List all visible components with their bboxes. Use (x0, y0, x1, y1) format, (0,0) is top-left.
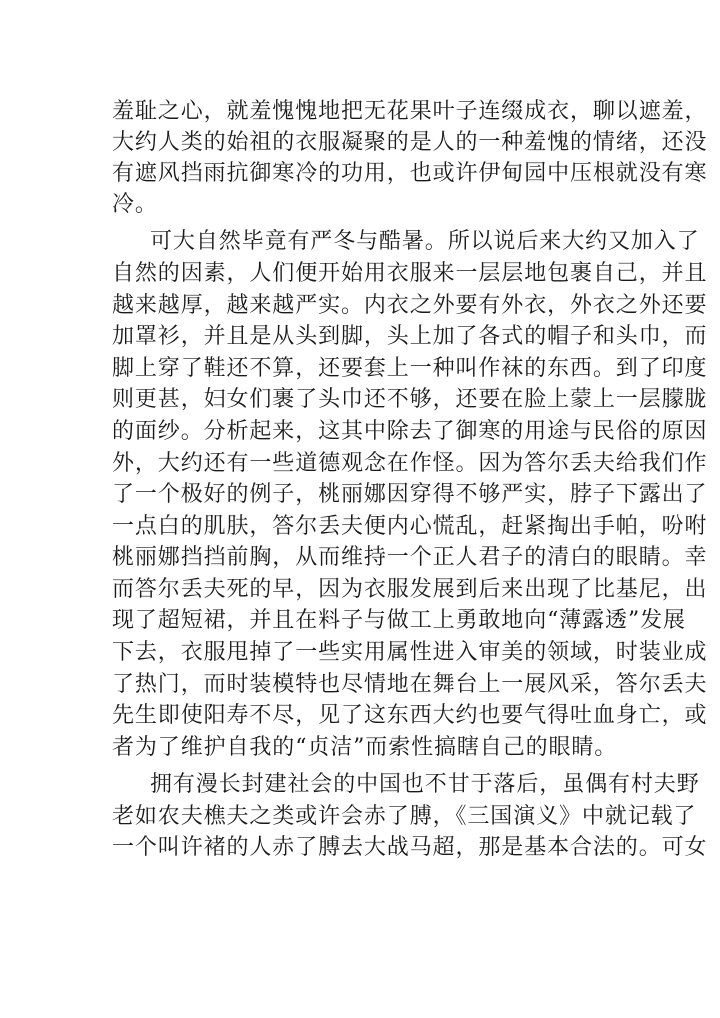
text-line: 大约人类的始祖的衣服凝聚的是人的一种羞愧的情绪，还没 (112, 130, 708, 155)
text-line: 现了超短裙，并且在料子与做工上勇敢地向“薄露透”发展 (112, 608, 686, 633)
text-line: 了热门，而时装模特也尽情地在舞台上一展风采，答尔丢夫 (112, 672, 708, 697)
text-line: 加罩衫，并且是从头到脚，头上加了各式的帽子和头巾，而 (112, 324, 708, 349)
text-line: 一点白的肌肤，答尔丢夫便内心慌乱，赶紧掏出手帕，吩咐 (112, 514, 708, 539)
text-line: 冷。 (112, 192, 158, 217)
text-line: 越来越厚，越来越严实。内衣之外要有外衣，外衣之外还要 (112, 293, 708, 318)
text-line: 外，大约还有一些道德观念在作怪。因为答尔丢夫给我们作 (112, 451, 708, 476)
text-line: 先生即使阳寿不尽，见了这东西大约也要气得吐血身亡，或 (112, 703, 708, 728)
text-line: 则更甚，妇女们裹了头巾还不够，还要在脸上蒙上一层朦胧 (112, 387, 708, 412)
text-line: 老如农夫樵夫之类或许会赤了膊，《三国演义》中就记载了 (112, 804, 697, 829)
paragraph-first-line: 拥有漫长封建社会的中国也不甘于落后，虽偶有村夫野 (150, 772, 700, 797)
text-line: 有遮风挡雨抗御寒冷的功用，也或许伊甸园中压根就没有寒 (112, 161, 708, 186)
text-line: 者为了维护自我的“贞洁”而索性搞瞎自己的眼睛。 (112, 735, 618, 760)
text-line: 而答尔丢夫死的早，因为衣服发展到后来出现了比基尼，出 (112, 577, 708, 602)
text-line: 脚上穿了鞋还不算，还要套上一种叫作袜的东西。到了印度 (112, 356, 708, 381)
text-line: 下去，衣服甩掉了一些实用属性进入审美的领域，时装业成 (112, 640, 708, 665)
paragraph-first-line: 可大自然毕竟有严冬与酷暑。所以说后来大约又加入了 (150, 229, 700, 254)
text-line: 了一个极好的例子，桃丽娜因穿得不够严实，脖子下露出了 (112, 482, 708, 507)
text-line: 的面纱。分析起来，这其中除去了御寒的用途与民俗的原因 (112, 419, 708, 444)
text-line: 桃丽娜挡挡前胸，从而维持一个正人君子的清白的眼睛。幸 (112, 545, 708, 570)
text-line: 一个叫许褚的人赤了膊去大战马超，那是基本合法的。可女 (112, 835, 708, 860)
text-line: 自然的因素，人们便开始用衣服来一层层地包裹自己，并且 (112, 261, 708, 286)
text-line: 羞耻之心，就羞愧愧地把无花果叶子连缀成衣，聊以遮羞， (112, 99, 708, 124)
